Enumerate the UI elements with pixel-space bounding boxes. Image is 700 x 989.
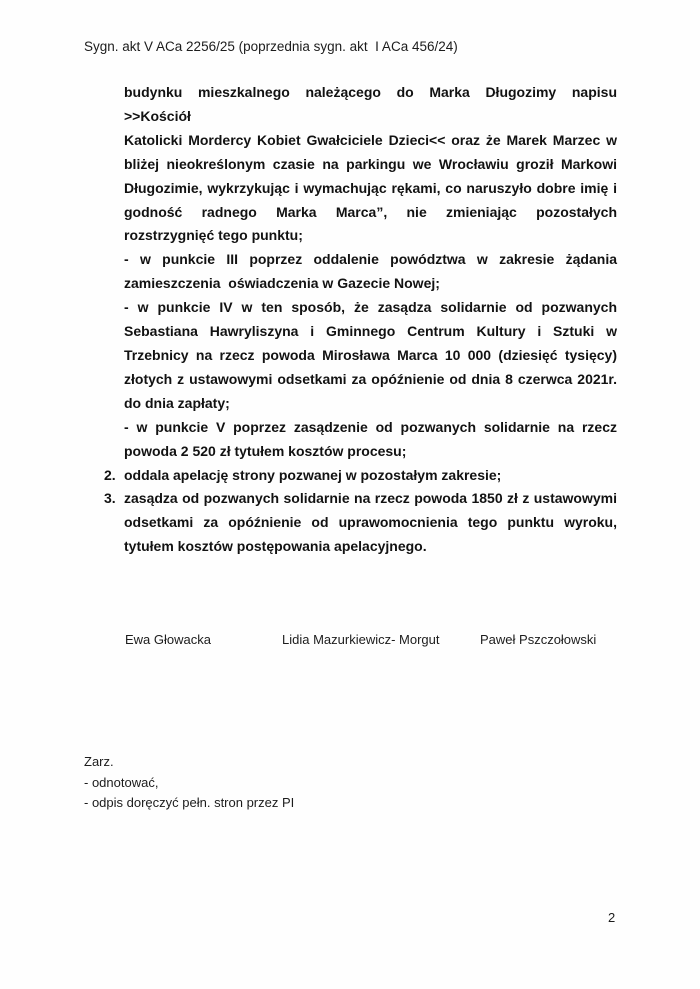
paragraph	[104, 81, 618, 248]
judge-signature-3: Paweł Pszczołowski	[480, 632, 597, 647]
list-marker: 3.	[104, 490, 116, 507]
paragraph-lines	[124, 296, 617, 416]
list-marker: 2.	[104, 466, 116, 483]
text-line: zamieszczenia oświadczenia w Gazecie Nowej;	[124, 275, 440, 292]
text-line: godność radnego Marka Marca”, nie zmieniając pozostałych	[124, 203, 617, 220]
text-line: zasądza od pozwanych solidarnie na rzecz powoda 1850 zł z ustawowymi	[124, 490, 617, 507]
judgment-body-text	[104, 81, 618, 559]
paragraph-lines	[124, 248, 617, 296]
judges-signature-row	[0, 632, 700, 652]
text-line: - w punkcie IV w ten sposób, że zasądza solidarnie od pozwanych	[124, 299, 617, 316]
text-line: Katolicki Mordercy Kobiet Gwałciciele Dzieci<< oraz że Marek Marzec w	[124, 131, 617, 148]
page-number: 2	[608, 910, 616, 925]
text-line: rozstrzygnięć tego punktu;	[124, 227, 303, 244]
text-line: - w punkcie V poprzez zasądzenie od pozwanych solidarnie na rzecz	[124, 418, 617, 435]
clerk-order-item-2: - odpis doręczyć pełn. stron przez PI	[84, 795, 295, 811]
numbered-list-item	[104, 487, 618, 559]
text-line: Sebastiana Hawryliszyna i Gminnego Centrum Kultury i Sztuki w	[124, 323, 617, 340]
text-line: odsetkami za opóźnienie od uprawomocnienia tego punktu wyroku,	[124, 514, 617, 531]
text-line: złotych z ustawowymi odsetkami za opóźnienie od dnia 8 czerwca 2021r.	[124, 370, 617, 387]
text-line: powoda 2 520 zł tytułem kosztów procesu;	[124, 442, 407, 459]
text-line: do dnia zapłaty;	[124, 394, 230, 411]
text-line: bliżej nieokreślonym czasie na parkingu we Wrocławiu groził Markowi	[124, 155, 617, 172]
paragraph	[104, 248, 618, 296]
text-line: Trzebnicy na rzecz powoda Mirosława Marca 10 000 (dziesięć tysięcy)	[124, 346, 617, 363]
paragraph-lines	[124, 487, 617, 559]
paragraph-lines	[124, 81, 617, 248]
case-reference-header: Sygn. akt V ACa 2256/25 (poprzednia sygn. akt I ACa 456/24)	[84, 39, 458, 54]
text-line: tytułem kosztów postępowania apelacyjnego.	[124, 538, 427, 555]
text-line: oddala apelację strony pozwanej w pozostałym zakresie;	[124, 466, 502, 483]
judge-signature-1: Ewa Głowacka	[125, 632, 211, 647]
paragraph	[104, 416, 618, 464]
paragraph	[104, 296, 618, 416]
paragraph-lines	[124, 416, 617, 464]
text-line: Długozimie, wykrzykując i wymachując rękami, co naruszyło dobre imię i	[124, 179, 617, 196]
numbered-list-item	[104, 464, 618, 488]
text-line: - w punkcie III poprzez oddalenie powództwa w zakresie żądania	[124, 251, 617, 268]
clerk-order-item-1: - odnotować,	[84, 774, 159, 790]
paragraph-lines	[124, 464, 617, 488]
clerk-order-notes	[84, 752, 294, 814]
text-line: budynku mieszkalnego należącego do Marka Długozimy napisu >>Kościół	[124, 84, 617, 124]
judge-signature-2: Lidia Mazurkiewicz- Morgut	[282, 632, 440, 647]
clerk-order-title: Zarz.	[84, 754, 114, 769]
